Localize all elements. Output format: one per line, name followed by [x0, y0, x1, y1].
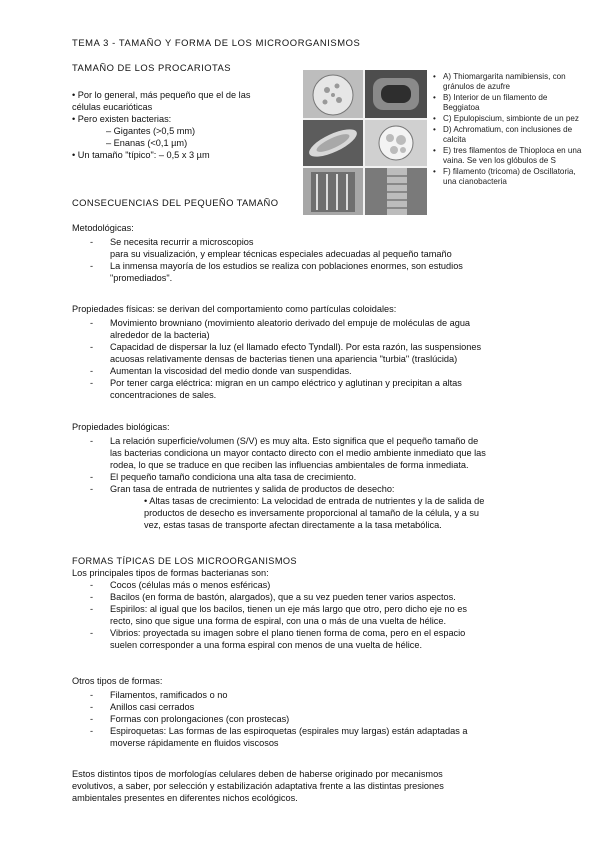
list-item — [72, 471, 542, 483]
subsection-heading: Propiedades físicas: se derivan del comportamiento como partículas coloidales: — [72, 304, 397, 314]
legend-item: • C) Epulopiscium, simbionte de un pez — [433, 114, 583, 124]
list-item-line: Gran tasa de entrada de nutrientes y salida de productos de desecho: — [110, 484, 395, 494]
list-item-line: Anillos casi cerrados — [110, 702, 195, 712]
list-item — [72, 689, 542, 701]
figure-legend — [433, 72, 583, 188]
list-item — [72, 435, 542, 471]
intro-line: • Pero existen bacterias: — [72, 114, 172, 124]
list-item-line: concentraciones de sales. — [110, 390, 217, 400]
biologicas-block — [72, 421, 542, 531]
intro-line: • Un tamaño "típico": – 0,5 x 3 µm — [72, 150, 210, 160]
fisicas-block — [72, 303, 542, 401]
intro-line: células eucarióticas — [72, 102, 153, 112]
list-item-line: "promediados". — [110, 273, 173, 283]
list-item-line: para su visualización, y emplear técnicas especiales adecuadas al pequeño tamaño — [110, 249, 452, 259]
formas-block — [72, 555, 542, 651]
micrograph-collage — [303, 70, 427, 215]
sub-line: productos de desecho es inversamente proporcional al tamaño de la célula, y a su — [144, 508, 480, 518]
otros-list — [72, 689, 542, 749]
bacteria-micrograph-figure — [303, 70, 427, 215]
section-heading-tamano: TAMAÑO DE LOS PROCARIOTAS — [72, 62, 232, 73]
list-item-line: Capacidad de dispersar la luz (el llamado efecto Tyndall). Por esta razón, las suspensiones — [110, 342, 482, 352]
list-item-line: Se necesita recurrir a microscopios — [110, 237, 254, 247]
list-item-line: Bacilos (en forma de bastón, alargados), que a su vez pueden tener varios aspectos. — [110, 592, 456, 602]
conclusion-block — [72, 768, 542, 804]
section-heading-consecuencias: CONSECUENCIAS DEL PEQUEÑO TAMAÑO — [72, 197, 279, 208]
list-item-line: Por tener carga eléctrica: migran en un campo eléctrico y aglutinan y precipitan a altas — [110, 378, 462, 388]
legend-item: • D) Achromatium, con inclusiones de calcita — [433, 125, 583, 145]
list-item-line: Espirilos: al igual que los bacilos, tienen un eje más largo que otro, pero dicho eje no es — [110, 604, 467, 614]
list-item — [72, 260, 542, 284]
list-item — [72, 579, 542, 591]
legend-item: • B) Interior de un filamento de Beggiatoa — [433, 93, 583, 113]
list-item-line: Formas con prolongaciones (con prostecas) — [110, 714, 290, 724]
list-item — [72, 701, 542, 713]
list-item — [72, 603, 542, 627]
list-item-line: Movimiento browniano (movimiento aleatorio derivado del empuje de moléculas de agua — [110, 318, 471, 328]
subsection-heading: Metodológicas: — [72, 223, 134, 233]
list-item — [72, 713, 542, 725]
list-item-line: moverse rápidamente en fluidos viscosos — [110, 738, 279, 748]
list-item-line: recto, sino que sigue una forma de espiral, con una o más de una vuelta de hélice. — [110, 616, 447, 626]
legend-item: • E) tres filamentos de Thioploca en una vaina. Se ven los glóbulos de S — [433, 146, 583, 166]
intro-block — [72, 89, 302, 161]
intro-line: – Enanas (<0,1 µm) — [106, 138, 188, 148]
section-heading-formas: FORMAS TÍPICAS DE LOS MICROORGANISMOS — [72, 556, 297, 566]
subsection-heading: Propiedades biológicas: — [72, 422, 170, 432]
document-title: TEMA 3 - TAMAÑO Y FORMA DE LOS MICROORGANISMOS — [72, 37, 361, 48]
list-item — [72, 591, 542, 603]
list-item — [72, 236, 542, 260]
list-item — [72, 627, 542, 651]
list-item-line: las bacterias condiciona un mayor contacto directo con el medio ambiente inmediato que las — [110, 448, 486, 458]
intro-line: • Por lo general, más pequeño que el de las — [72, 90, 251, 100]
metodologicas-list — [72, 236, 542, 284]
list-item-line: rodea, lo que se traduce en que reciben las influencias ambientales de forma inmediata. — [110, 460, 469, 470]
fisicas-list — [72, 317, 542, 401]
list-item-line: alrededor de la bacteria) — [110, 330, 210, 340]
biologicas-sub-block — [72, 495, 542, 531]
list-item-line: Vibrios: proyectada su imagen sobre el plano tienen forma de coma, pero en el espacio — [110, 628, 466, 638]
list-item — [72, 725, 542, 749]
biologicas-list — [72, 435, 542, 495]
sub-line: • Altas tasas de crecimiento: La velocidad de entrada de nutrientes y la de salida de — [144, 496, 485, 506]
list-item — [72, 341, 542, 365]
list-item-line: Cocos (células más o menos esféricas) — [110, 580, 271, 590]
list-item-line: Espiroquetas: Las formas de las espiroquetas (espirales muy largas) están adaptadas a — [110, 726, 468, 736]
list-item-line: La inmensa mayoría de los estudios se realiza con poblaciones enormes, son estudios — [110, 261, 463, 271]
subsection-heading: Otros tipos de formas: — [72, 676, 163, 686]
metodologicas-block — [72, 222, 542, 284]
legend-item: • F) filamento (tricoma) de Oscillatoria, una cianobacteria — [433, 167, 583, 187]
list-item — [72, 365, 542, 377]
intro-line: – Gigantes (>0,5 mm) — [106, 126, 196, 136]
sub-line: vez, estas tasas de transporte afectan directamente a la tasa metabólica. — [144, 520, 442, 530]
otros-block — [72, 675, 542, 749]
list-item-line: suelen corresponder a una forma espiral con menos de una vuelta de hélice. — [110, 640, 423, 650]
legend-item: • A) Thiomargarita namibiensis, con gránulos de azufre — [433, 72, 583, 92]
list-item-line: acuosas relativamente densas de bacterias tienen una apariencia "turbia" (traslúcida) — [110, 354, 458, 364]
formas-list — [72, 579, 542, 651]
conclusion-line: Estos distintos tipos de morfologías celulares deben de haberse originado por mecanismos — [72, 769, 443, 779]
list-item — [72, 377, 542, 401]
list-item-line: La relación superficie/volumen (S/V) es muy alta. Esto significa que el pequeño tamaño de — [110, 436, 479, 446]
list-item-line: Aumentan la viscosidad del medio donde van suspendidas. — [110, 366, 352, 376]
list-item — [72, 483, 542, 495]
conclusion-line: evolutivos, a saber, por selección y estabilización adaptativa frente a las distintas presiones — [72, 781, 444, 791]
formas-intro: Los principales tipos de formas bacterianas son: — [72, 568, 269, 578]
conclusion-line: ambientales presentes en diferentes nichos ecológicos. — [72, 793, 298, 803]
list-item-line: El pequeño tamaño condiciona una alta tasa de crecimiento. — [110, 472, 357, 482]
list-item — [72, 317, 542, 341]
list-item-line: Filamentos, ramificados o no — [110, 690, 228, 700]
